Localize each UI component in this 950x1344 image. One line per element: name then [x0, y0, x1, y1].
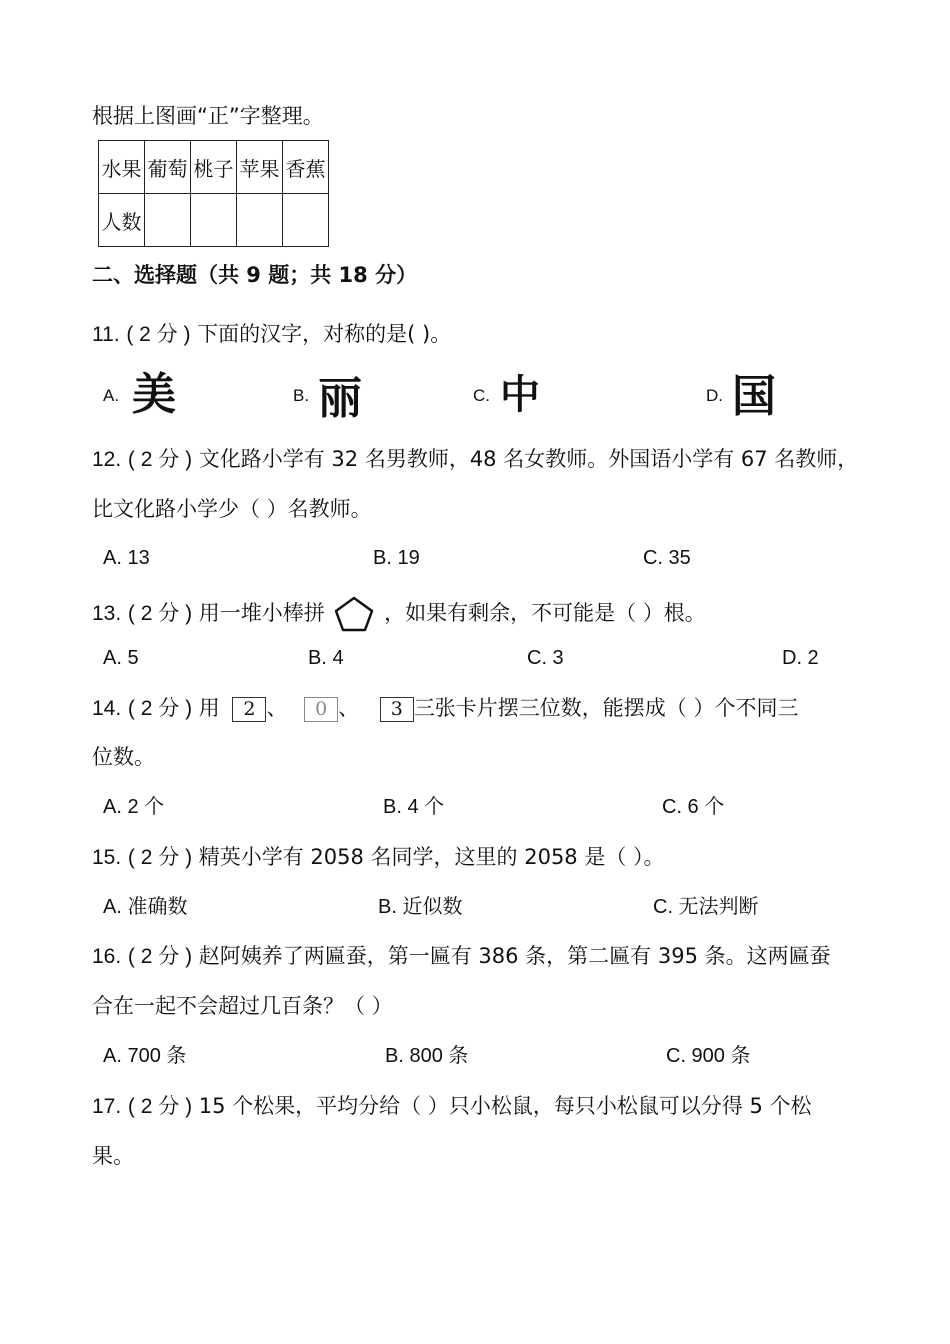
question-number: 11.: [92, 323, 120, 346]
question-16: [92, 942, 831, 971]
question-text: ，如果有剩余，不可能是（ ）根。: [384, 601, 706, 625]
question-text: 用一堆小棒拼: [198, 601, 325, 625]
question-number: 13.: [92, 602, 122, 625]
question-score: ( 2 分 ): [126, 323, 191, 346]
question-score: ( 2 分 ): [127, 697, 193, 720]
question-score: ( 2 分 ): [127, 602, 193, 625]
question-text: 三张卡片摆三位数，能摆成（ ）个不同三: [413, 696, 799, 720]
table-row: [99, 194, 329, 247]
question-16-line2: 合在一起不会超过几百条？（ ）: [92, 994, 393, 1018]
question-text: 精英小学有 2058 名同学，这里的 2058 是（ ）。: [198, 845, 665, 869]
question-number: 14.: [92, 697, 122, 720]
table-header-cell: 桃子: [191, 141, 237, 194]
separator: 、: [266, 696, 288, 720]
option-c[interactable]: C. 35: [643, 547, 691, 569]
option-d[interactable]: D. 2: [782, 647, 819, 669]
question-number: 15.: [92, 846, 122, 869]
table-header-cell: 苹果: [237, 141, 283, 194]
question-score: ( 2 分 ): [127, 1095, 193, 1118]
option-b[interactable]: B. 近似数: [378, 896, 463, 918]
table-header-cell: 葡萄: [145, 141, 191, 194]
option-d-glyph: 国: [732, 371, 776, 422]
option-c[interactable]: C. 无法判断: [653, 896, 759, 918]
table-header-cell: 香蕉: [283, 141, 329, 194]
option-a-letter[interactable]: A.: [103, 386, 120, 405]
option-a[interactable]: A. 700 条: [103, 1045, 187, 1067]
option-b[interactable]: B. 4: [308, 647, 344, 669]
intro-text: 根据上图画“正”字整理。: [92, 104, 324, 128]
option-b[interactable]: B. 4 个: [383, 796, 445, 818]
option-a[interactable]: A. 2 个: [103, 796, 165, 818]
question-score: ( 2 分 ): [127, 846, 193, 869]
table-answer-cell[interactable]: [191, 194, 237, 247]
question-17-line2: 果。: [92, 1144, 134, 1168]
option-c[interactable]: C. 900 条: [666, 1045, 751, 1067]
question-score: ( 2 分 ): [127, 448, 193, 471]
table-answer-cell[interactable]: [283, 194, 329, 247]
question-score: ( 2 分 ): [127, 945, 193, 968]
table-answer-cell[interactable]: [237, 194, 283, 247]
question-text: 文化路小学有 32 名男教师，48 名女教师。外国语小学有 67 名教师，: [198, 447, 859, 471]
option-b-letter[interactable]: B.: [293, 386, 310, 405]
question-11: [92, 320, 451, 349]
question-17: [92, 1092, 812, 1121]
table-answer-cell[interactable]: [145, 194, 191, 247]
question-15: [92, 843, 665, 872]
question-14-line2: 位数。: [92, 745, 155, 769]
tally-table: [98, 140, 329, 247]
question-number: 16.: [92, 945, 122, 968]
section-title: 二、选择题（共 9 题；共 18 分）: [92, 263, 418, 287]
question-text: 15 个松果，平均分给（ ）只小松鼠，每只小松鼠可以分得 5 个松: [198, 1094, 812, 1118]
number-card: 3: [380, 697, 414, 722]
option-c[interactable]: C. 3: [527, 647, 564, 669]
table-header-cell: 水果: [99, 141, 145, 194]
option-a-glyph: 美: [132, 369, 176, 420]
separator: 、: [338, 696, 360, 720]
option-a[interactable]: A. 准确数: [103, 896, 188, 918]
option-b-glyph: 丽: [318, 373, 362, 424]
option-b[interactable]: B. 800 条: [385, 1045, 469, 1067]
option-a[interactable]: A. 5: [103, 647, 139, 669]
question-14: [92, 694, 799, 723]
question-number: 12.: [92, 448, 122, 471]
number-card: 2: [232, 697, 266, 722]
question-text: 赵阿姨养了两匾蚕，第一匾有 386 条，第二匾有 395 条。这两匾蚕: [198, 944, 831, 968]
question-12: [92, 445, 858, 474]
question-text: 下面的汉字，对称的是( )。: [197, 322, 452, 346]
option-c-glyph: 中: [500, 372, 540, 418]
option-c[interactable]: C. 6 个: [662, 796, 725, 818]
question-number: 17.: [92, 1095, 122, 1118]
number-card: 0: [304, 697, 338, 722]
table-header-row: [99, 141, 329, 194]
option-a[interactable]: A. 13: [103, 547, 150, 569]
option-d-letter[interactable]: D.: [706, 386, 723, 405]
option-c-letter[interactable]: C.: [473, 386, 490, 405]
table-row-label: 人数: [99, 194, 145, 247]
question-text: 用: [198, 696, 220, 720]
question-13: [92, 594, 706, 634]
pentagon-icon: [331, 594, 377, 634]
question-12-line2: 比文化路小学少（ ）名教师。: [92, 497, 372, 521]
option-b[interactable]: B. 19: [373, 547, 420, 569]
